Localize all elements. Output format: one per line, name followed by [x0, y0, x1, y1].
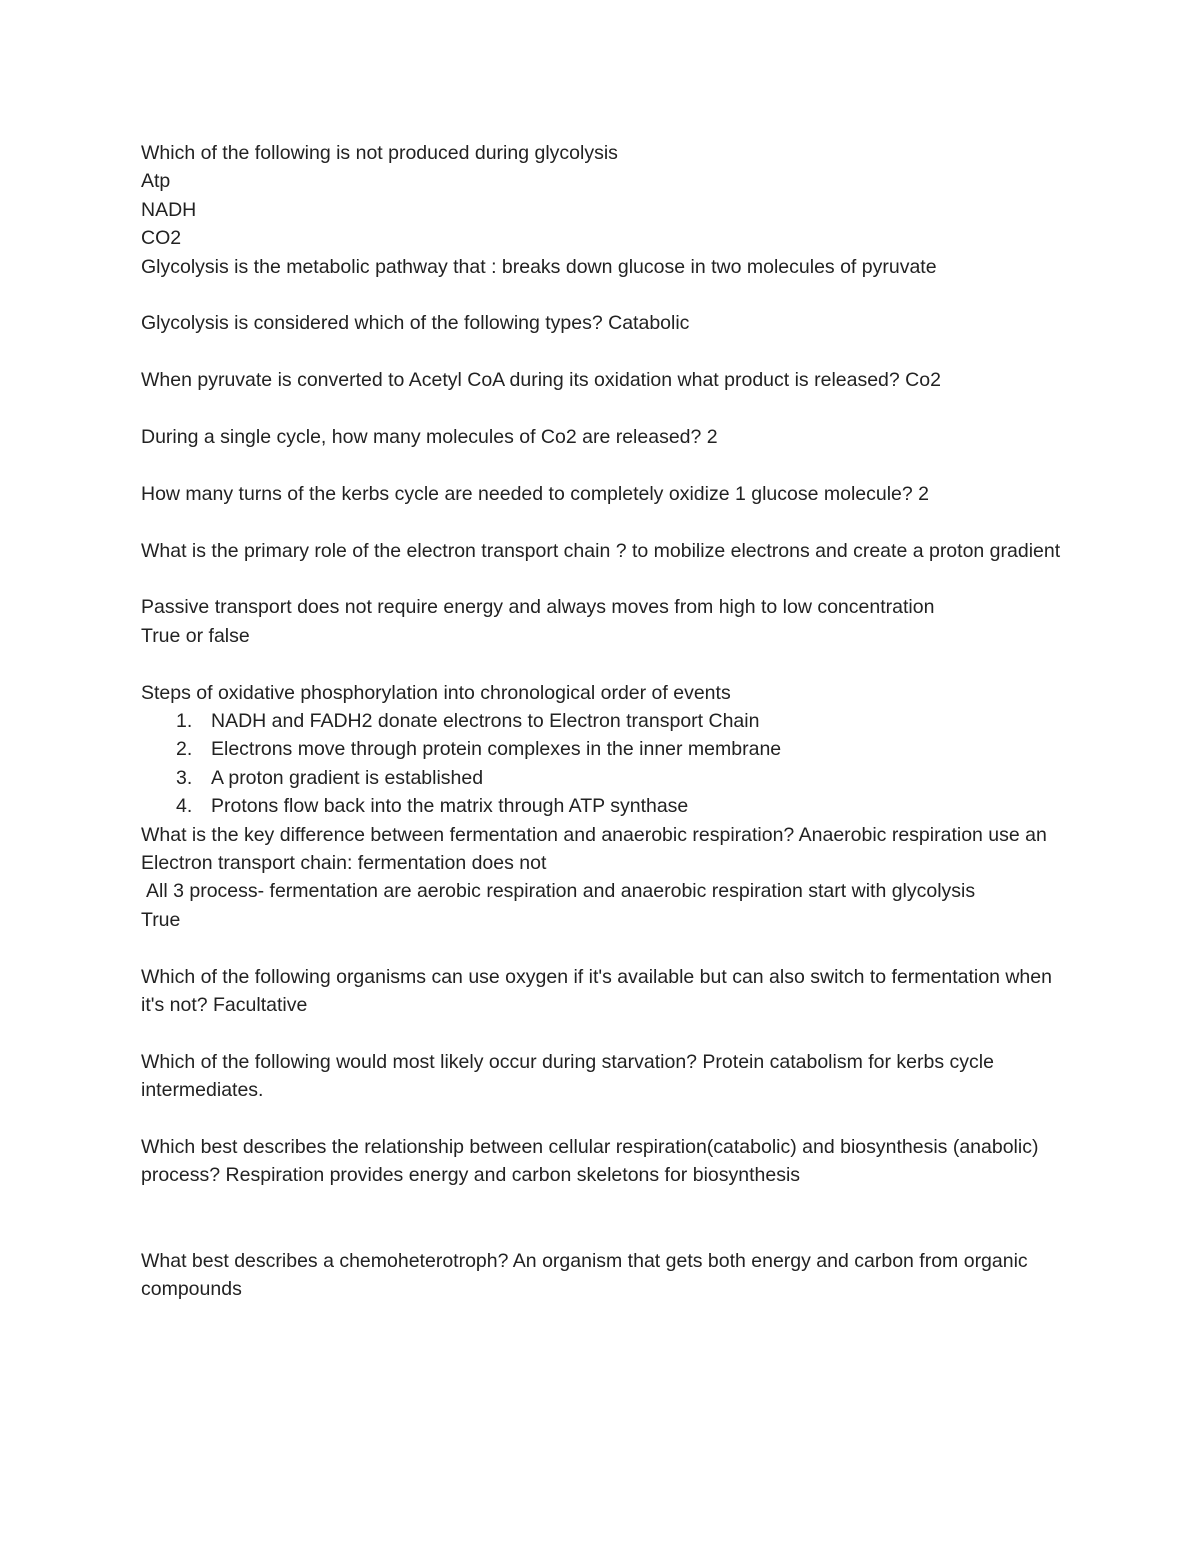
spacer	[141, 1019, 1061, 1047]
q10-text: What is the key difference between fermentation and anaerobic respiration? Anaerobic respiration use an Electron transport chain: fermentation does not	[141, 823, 1047, 875]
list-text: A proton gradient is established	[211, 766, 484, 789]
q1-option-atp: Atp	[141, 170, 171, 193]
spacer	[141, 650, 1061, 678]
list-item	[141, 735, 1061, 763]
spacer	[141, 395, 1061, 423]
q1-option-co2: CO2	[141, 227, 182, 250]
list-number: 4.	[176, 795, 193, 818]
q13-text: Which of the following would most likely occur during starvation? Protein catabolism for kerbs cycle intermediates.	[141, 1050, 994, 1102]
list-item	[141, 707, 1061, 735]
q8-statement: Passive transport does not require energy and always moves from high to low concentration	[141, 596, 935, 619]
list-item	[141, 792, 1061, 820]
q4-text: When pyruvate is converted to Acetyl CoA during its oxidation what product is released? Co2	[141, 369, 941, 392]
q8-prompt: True or false	[141, 624, 250, 647]
spacer	[141, 508, 1061, 536]
oxidative-phosphorylation-steps	[141, 707, 1061, 821]
list-text: Electrons move through protein complexes in the inner membrane	[211, 738, 782, 761]
q11-answer: True	[141, 908, 181, 931]
spacer	[141, 565, 1061, 593]
q3-text: Glycolysis is considered which of the following types? Catabolic	[141, 312, 690, 335]
q1-option-nadh: NADH	[141, 198, 197, 221]
q5-text: During a single cycle, how many molecules of Co2 are released? 2	[141, 426, 718, 449]
list-number: 1.	[176, 710, 193, 733]
document-body	[141, 139, 1061, 1303]
spacer	[141, 1190, 1061, 1247]
list-text: NADH and FADH2 donate electrons to Electron transport Chain	[211, 710, 760, 733]
list-number: 2.	[176, 738, 193, 761]
spacer	[141, 1105, 1061, 1133]
q12-text: Which of the following organisms can use oxygen if it's available but can also switch to fermentation when it's not? Facultative	[141, 965, 1052, 1017]
list-number: 3.	[176, 766, 193, 789]
list-item	[141, 764, 1061, 792]
q7-text: What is the primary role of the electron transport chain ? to mobilize electrons and create a proton gradient	[141, 539, 1061, 562]
q2-text: Glycolysis is the metabolic pathway that : breaks down glucose in two molecules of pyruvate	[141, 255, 937, 278]
q6-text: How many turns of the kerbs cycle are needed to completely oxidize 1 glucose molecule? 2	[141, 482, 929, 505]
q11-statement: All 3 process- fermentation are aerobic respiration and anaerobic respiration start with glycolysis	[146, 880, 976, 903]
spacer	[141, 934, 1061, 962]
q1-question: Which of the following is not produced during glycolysis	[141, 142, 618, 164]
q9-heading: Steps of oxidative phosphorylation into chronological order of events	[141, 681, 731, 704]
q14-text: Which best describes the relationship between cellular respiration(catabolic) and biosynthesis (anabolic) process? Respiration provides energy and carbon skeletons for biosynthesis	[141, 1136, 1039, 1187]
list-text: Protons flow back into the matrix through ATP synthase	[211, 795, 689, 818]
spacer	[141, 451, 1061, 479]
spacer	[141, 338, 1061, 366]
spacer	[141, 281, 1061, 309]
q15-text: What best describes a chemoheterotroph? An organism that gets both energy and carbon from organic compounds	[141, 1249, 1028, 1301]
